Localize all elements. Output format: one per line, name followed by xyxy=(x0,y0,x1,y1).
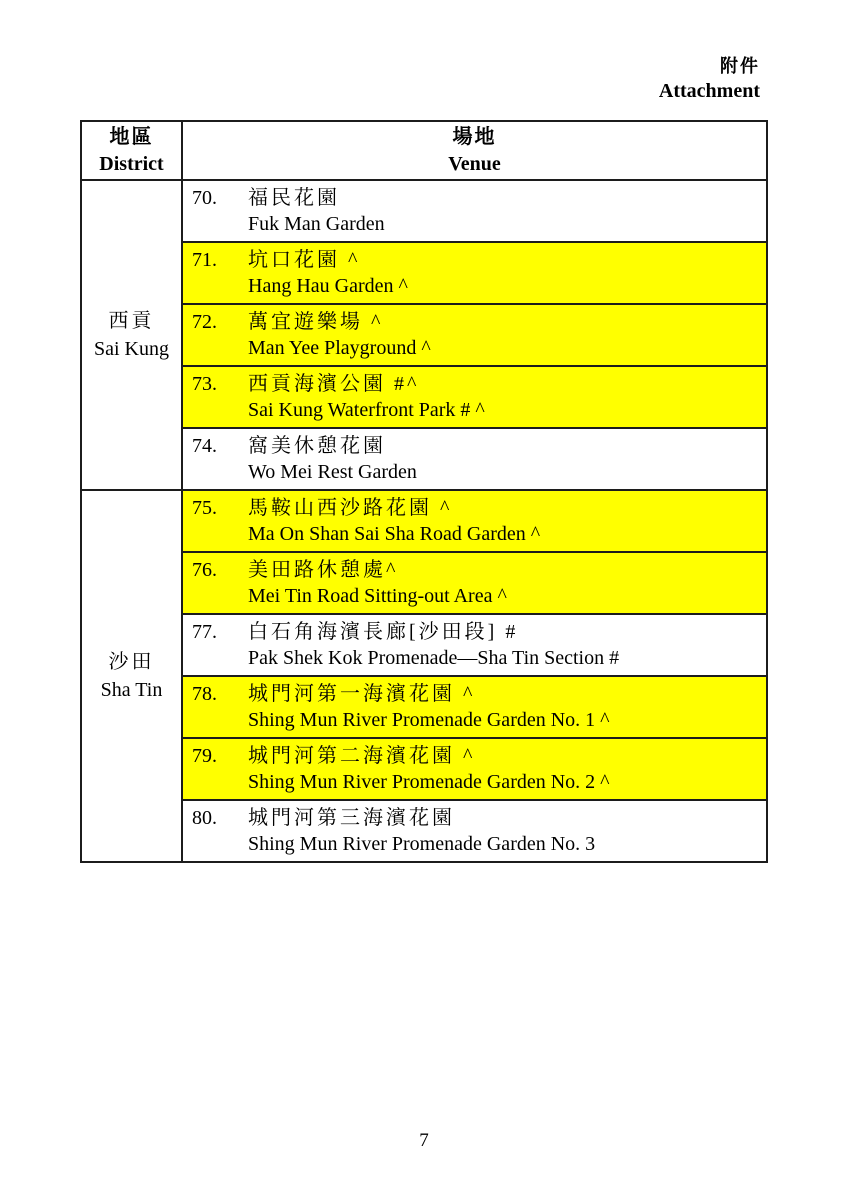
venue-number: 74. xyxy=(192,435,217,457)
district-cell-sai-kung xyxy=(81,180,182,490)
venue-name-zh: 西貢海濱公園 #^ xyxy=(248,373,420,395)
venue-name-en: Shing Mun River Promenade Garden No. 1 ^ xyxy=(248,709,610,731)
table-row xyxy=(81,304,767,366)
venue-cell xyxy=(182,180,767,242)
attachment-label-zh: 附件 xyxy=(720,56,760,76)
table-row xyxy=(81,366,767,428)
venue-number: 70. xyxy=(192,187,217,209)
table-row xyxy=(81,428,767,490)
venue-cell xyxy=(182,490,767,552)
venue-header-en: Venue xyxy=(448,152,501,175)
venue-number: 75. xyxy=(192,497,217,519)
attachment-label xyxy=(659,54,760,105)
venue-cell xyxy=(182,614,767,676)
venue-name-en: Wo Mei Rest Garden xyxy=(248,461,417,483)
page-number: 7 xyxy=(419,1130,429,1151)
venue-name-en: Pak Shek Kok Promenade—Sha Tin Section # xyxy=(248,647,620,669)
venue-cell xyxy=(182,366,767,428)
district-name-en: Sha Tin xyxy=(100,679,163,701)
table-row xyxy=(81,738,767,800)
venue-name-en: Man Yee Playground ^ xyxy=(248,337,431,359)
venue-table xyxy=(80,120,768,863)
venue-name-en: Shing Mun River Promenade Garden No. 3 xyxy=(248,833,596,855)
venue-name-zh: 白石角海濱長廊[沙田段] # xyxy=(248,621,519,643)
venue-name-zh: 窩美休憩花園 xyxy=(248,435,386,457)
venue-name-zh: 福民花園 xyxy=(248,187,340,209)
venue-cell xyxy=(182,304,767,366)
venue-name-en: Shing Mun River Promenade Garden No. 2 ^ xyxy=(248,771,610,793)
attachment-label-en: Attachment xyxy=(658,80,760,103)
venue-number: 80. xyxy=(192,807,217,829)
venue-number: 78. xyxy=(192,683,217,705)
table-row xyxy=(81,490,767,552)
venue-cell xyxy=(182,242,767,304)
district-name-zh: 沙田 xyxy=(108,651,155,673)
venue-number: 77. xyxy=(192,621,217,643)
venue-cell xyxy=(182,428,767,490)
venue-name-en: Sai Kung Waterfront Park # ^ xyxy=(248,399,485,421)
venue-name-zh: 美田路休憩處^ xyxy=(248,559,399,581)
venue-name-zh: 馬鞍山西沙路花園 ^ xyxy=(248,497,453,519)
table-row xyxy=(81,676,767,738)
district-name-zh: 西貢 xyxy=(108,310,155,332)
venue-cell xyxy=(182,676,767,738)
district-column-header xyxy=(81,121,182,180)
header-row xyxy=(81,121,767,180)
district-name-en: Sai Kung xyxy=(94,338,169,360)
venue-name-zh: 城門河第三海濱花園 xyxy=(248,807,455,829)
venue-name-zh: 城門河第一海濱花園 ^ xyxy=(248,683,476,705)
venue-number: 72. xyxy=(192,311,217,333)
venue-name-en: Mei Tin Road Sitting-out Area ^ xyxy=(248,585,507,607)
venue-header-zh: 場地 xyxy=(452,125,497,148)
venue-number: 79. xyxy=(192,745,217,767)
venue-name-zh: 坑口花園 ^ xyxy=(248,249,361,271)
table-row xyxy=(81,552,767,614)
venue-name-zh: 萬宜遊樂場 ^ xyxy=(248,311,384,333)
venue-number: 73. xyxy=(192,373,217,395)
venue-cell xyxy=(182,800,767,862)
venue-name-en: Hang Hau Garden ^ xyxy=(248,275,408,297)
venue-cell xyxy=(182,552,767,614)
table-row xyxy=(81,242,767,304)
table-row xyxy=(81,614,767,676)
venue-column-header xyxy=(182,121,767,180)
venue-number: 71. xyxy=(192,249,217,271)
venue-name-zh: 城門河第二海濱花園 ^ xyxy=(248,745,476,767)
table-row xyxy=(81,180,767,242)
venue-number: 76. xyxy=(192,559,217,581)
district-header-zh: 地區 xyxy=(109,125,154,148)
venue-table-header xyxy=(81,121,767,180)
venue-name-en: Fuk Man Garden xyxy=(248,213,385,235)
venue-cell xyxy=(182,738,767,800)
district-cell-sha-tin xyxy=(81,490,182,862)
venue-name-en: Ma On Shan Sai Sha Road Garden ^ xyxy=(248,523,541,545)
table-row xyxy=(81,800,767,862)
district-header-en: District xyxy=(99,152,164,175)
